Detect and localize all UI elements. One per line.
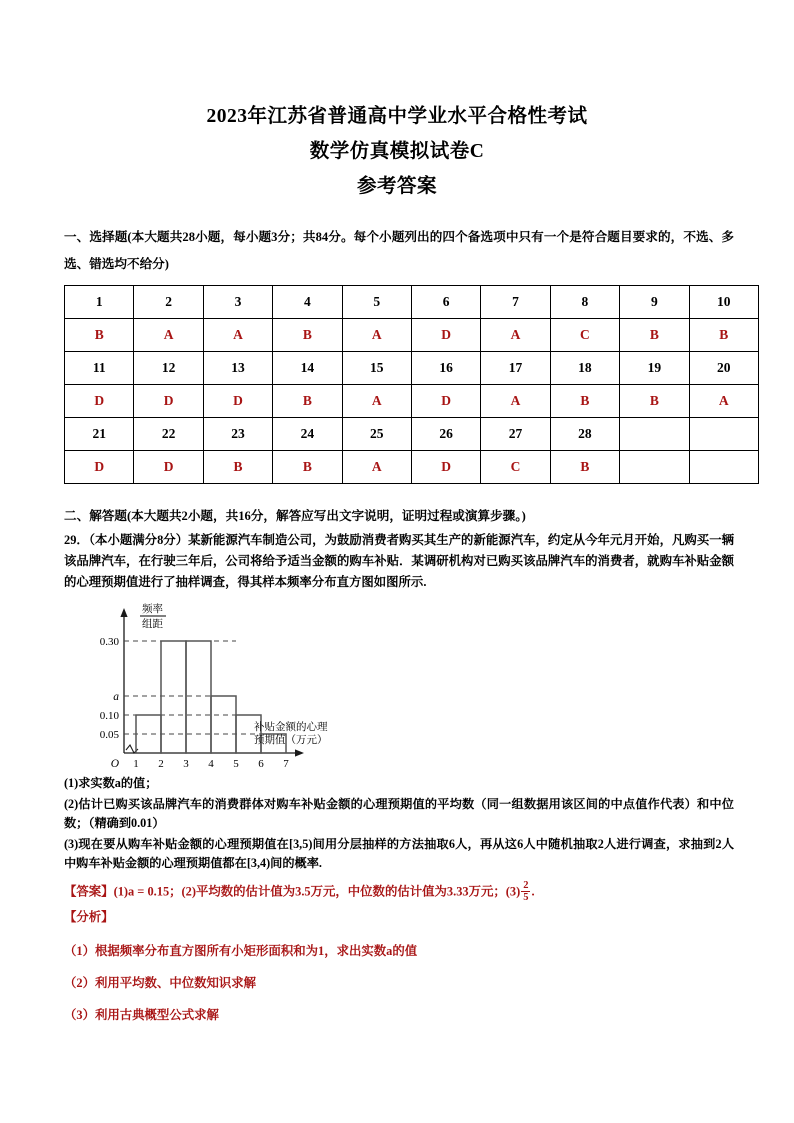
answer-cell: D — [134, 385, 203, 418]
answer-cell: D — [134, 451, 203, 484]
y-tick-label-a: a — [113, 691, 119, 703]
answer-cell: C — [550, 319, 619, 352]
answer-part-3-prefix: (3) — [505, 884, 521, 899]
question-number-cell: 6 — [411, 286, 480, 319]
question-29-text: （本小题满分8分）某新能源汽车制造公司，为鼓励消费者购买其生产的新能源汽车，约定从今年元月开始，凡购买一辆该品牌汽车，在行驶三年后，公司将给予适当金额的购车补贴．某调研机构对已购买该品牌汽车的消费者，就购车补贴金额的心理预期值进行了抽样调查，得其样本频率分布直方图如图所示. — [64, 533, 735, 589]
subquestion-1: (1)求实数a的值； — [64, 776, 158, 790]
answer-cell — [689, 451, 758, 484]
subquestion-3-interval-1: [3,5) — [289, 836, 313, 851]
question-number-cell: 20 — [689, 352, 758, 385]
table-row — [65, 385, 759, 418]
answer-cell: B — [273, 451, 342, 484]
question-number-cell: 22 — [134, 418, 203, 451]
question-number-cell: 24 — [273, 418, 342, 451]
table-row — [65, 418, 759, 451]
analysis-label: 【分析】 — [64, 910, 114, 924]
answer-part-1: (1)a = 0.15； — [113, 884, 182, 899]
question-number-cell: 28 — [550, 418, 619, 451]
question-number-cell: 23 — [203, 418, 272, 451]
table-row — [65, 286, 759, 319]
bar-interval-1-2 — [136, 715, 161, 753]
y-axis-arrow — [120, 608, 127, 617]
bar-interval-4-5 — [211, 696, 236, 753]
y-axis-label-numerator: 频率 — [142, 604, 163, 615]
question-number-cell: 5 — [342, 286, 411, 319]
answer-cell: A — [689, 385, 758, 418]
answer-cell: A — [481, 385, 550, 418]
x-tick-label-3: 3 — [183, 758, 189, 770]
multiple-choice-answer-table — [64, 285, 759, 484]
answer-cell: D — [65, 385, 134, 418]
answer-cell: A — [342, 385, 411, 418]
answer-cell: A — [134, 319, 203, 352]
question-number-cell: 15 — [342, 352, 411, 385]
question-number-cell: 25 — [342, 418, 411, 451]
answer-cell: A — [481, 319, 550, 352]
x-tick-label-6: 6 — [258, 758, 264, 770]
question-number-cell: 26 — [411, 418, 480, 451]
question-number-cell: 9 — [620, 286, 689, 319]
subquestion-3-part3: 间的概率. — [270, 856, 322, 870]
answer-cell: B — [203, 451, 272, 484]
question-29-stem — [64, 530, 734, 593]
document-title-block — [64, 100, 730, 204]
analysis-item-3: （3）利用古典概型公式求解 — [64, 1008, 219, 1022]
question-number-cell — [689, 418, 758, 451]
answer-line — [64, 880, 734, 903]
fraction-numerator: 2 — [523, 880, 529, 891]
table-row — [65, 451, 759, 484]
fraction-denominator: 5 — [523, 892, 529, 904]
bar-interval-5-6 — [236, 715, 261, 753]
y-axis-label-group — [140, 602, 166, 630]
question-number-cell: 13 — [203, 352, 272, 385]
question-number-cell: 21 — [65, 418, 134, 451]
answer-cell: D — [411, 385, 480, 418]
answer-cell: B — [550, 385, 619, 418]
x-tick-label-4: 4 — [208, 758, 214, 770]
y-tick-label-010: 0.10 — [99, 710, 119, 722]
question-number-cell — [620, 418, 689, 451]
frequency-distribution-histogram — [64, 598, 564, 770]
x-tick-label-1: 1 — [133, 758, 139, 770]
answer-cell: B — [689, 319, 758, 352]
question-29-number: 29． — [64, 533, 89, 547]
answer-cell: B — [273, 385, 342, 418]
answer-cell: B — [550, 451, 619, 484]
question-number-cell: 18 — [550, 352, 619, 385]
question-number-cell: 8 — [550, 286, 619, 319]
origin-label: O — [110, 758, 119, 770]
x-tick-label-2: 2 — [158, 758, 164, 770]
answer-cell: D — [411, 319, 480, 352]
answer-fraction-two-fifths — [521, 880, 530, 903]
y-tick-label-005: 0.05 — [99, 729, 119, 741]
answer-part-2: (2)平均数的估计值为3.5万元，中位数的估计值为3.33万元； — [181, 884, 506, 899]
answer-cell — [620, 451, 689, 484]
analysis-item-1: （1）根据频率分布直方图所有小矩形面积和为1，求出实数a的值 — [64, 944, 418, 958]
answer-cell: C — [481, 451, 550, 484]
x-tick-label-5: 5 — [233, 758, 239, 770]
answer-label: 【答案】 — [64, 884, 114, 899]
y-axis-label-denominator: 组距 — [142, 619, 163, 630]
subquestion-2: (2)估计已购买该品牌汽车的消费群体对购车补贴金额的心理预期值的平均数（同一组数据用该区间的中点值作代表）和中位数；（精确到0.01） — [64, 796, 734, 830]
bar-interval-2-3 — [161, 641, 186, 753]
answer-cell: B — [620, 385, 689, 418]
question-number-cell: 4 — [273, 286, 342, 319]
question-number-cell: 16 — [411, 352, 480, 385]
x-axis-label-line2: 预期值（万元） — [254, 735, 328, 746]
answer-cell: B — [620, 319, 689, 352]
answer-cell: D — [411, 451, 480, 484]
table-row — [65, 352, 759, 385]
question-number-cell: 10 — [689, 286, 758, 319]
subquestion-3-part1: (3)现在要从购车补贴金额的心理预期值在 — [64, 836, 290, 851]
question-number-cell: 12 — [134, 352, 203, 385]
subquestion-3-interval-2: [3,4) — [246, 856, 271, 870]
answer-cell: B — [65, 319, 134, 352]
question-29-subquestions — [64, 774, 734, 875]
answer-cell: D — [65, 451, 134, 484]
analysis-items — [64, 935, 734, 1031]
question-number-cell: 1 — [65, 286, 134, 319]
subquestion-3-part2: 间用分层抽样的方法抽取6人，再从这6人中随机抽取2人进行调查，求抽到2人中购车补贴金额的心理预期值都在 — [64, 836, 735, 870]
section-2-instructions: 二、解答题(本大题共2小题，共16分，解答应写出文字说明，证明过程或演算步骤。) — [64, 509, 526, 523]
answer-cell: B — [273, 319, 342, 352]
page-title-line-2: 数学仿真模拟试卷C — [309, 141, 485, 162]
question-number-cell: 19 — [620, 352, 689, 385]
analysis-item-2: （2）利用平均数、中位数知识求解 — [64, 976, 257, 990]
table-row — [65, 319, 759, 352]
subquestion-3 — [64, 835, 734, 874]
histogram-svg — [64, 598, 564, 770]
question-number-cell: 17 — [481, 352, 550, 385]
page-title-line-3: 参考答案 — [356, 176, 437, 197]
answer-part-3-suffix: . — [531, 884, 535, 899]
question-number-cell: 7 — [481, 286, 550, 319]
x-axis-label-line1: 补贴金额的心理 — [254, 722, 328, 733]
answer-cell: A — [203, 319, 272, 352]
section-1-instructions: 一、选择题(本大题共28小题，每小题3分；共84分。每个小题列出的四个备选项中只有一个是符合题目要求的，不选、多选、错选均不给分) — [64, 230, 734, 271]
y-tick-label-0: 0.30 — [99, 636, 119, 648]
bar-interval-3-4 — [186, 641, 211, 753]
answer-cell: A — [342, 319, 411, 352]
x-tick-label-7: 7 — [283, 758, 289, 770]
question-number-cell: 3 — [203, 286, 272, 319]
page-title-line-1: 2023年江苏省普通高中学业水平合格性考试 — [206, 106, 588, 127]
question-number-cell: 2 — [134, 286, 203, 319]
answer-cell: D — [203, 385, 272, 418]
answer-cell: A — [342, 451, 411, 484]
question-number-cell: 27 — [481, 418, 550, 451]
question-number-cell: 11 — [65, 352, 134, 385]
x-axis-arrow — [295, 749, 304, 756]
question-number-cell: 14 — [273, 352, 342, 385]
